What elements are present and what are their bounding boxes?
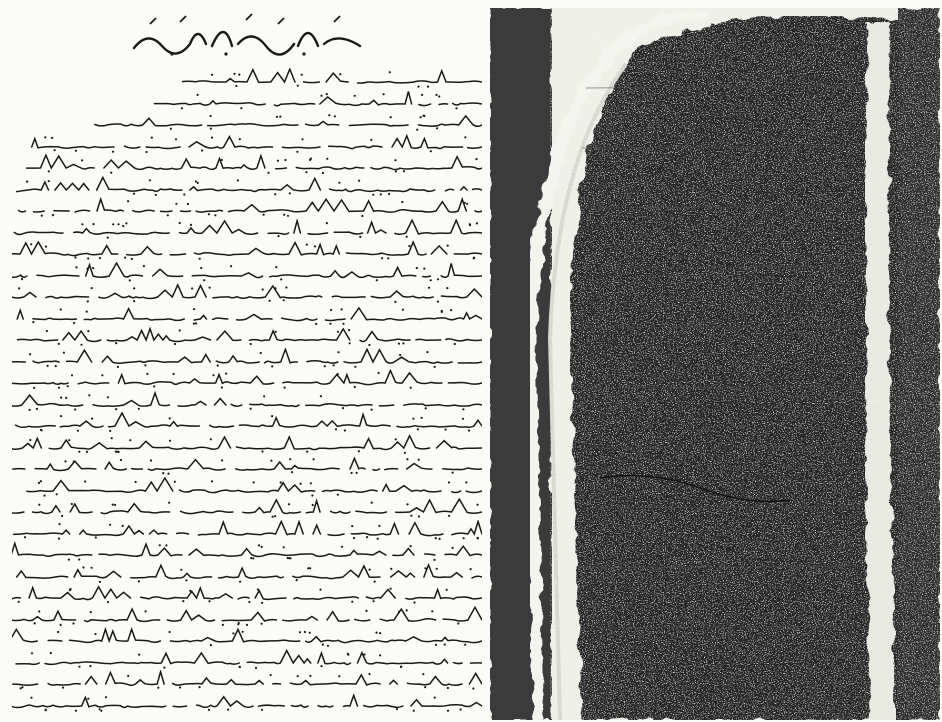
handwritten-line — [12, 649, 482, 667]
script-strokes — [12, 326, 482, 346]
manuscript-transcription — [8, 4, 486, 716]
handwritten-line — [16, 197, 482, 215]
script-strokes — [12, 563, 482, 583]
handwritten-line — [12, 219, 482, 237]
script-strokes — [12, 348, 482, 368]
inscription-stone-photo — [490, 8, 940, 720]
handwritten-line — [28, 133, 482, 151]
script-strokes — [182, 68, 482, 88]
handwritten-line — [12, 627, 482, 645]
handwritten-line — [12, 670, 482, 688]
script-strokes — [12, 477, 482, 497]
script-strokes — [28, 133, 482, 153]
handwritten-line — [16, 176, 482, 194]
handwritten-line — [12, 606, 482, 624]
handwritten-line — [12, 455, 482, 473]
script-strokes — [16, 197, 482, 217]
script-strokes — [12, 670, 482, 690]
handwritten-line — [92, 111, 482, 129]
script-strokes — [92, 111, 482, 131]
script-strokes — [12, 262, 482, 282]
script-strokes — [12, 692, 482, 712]
script-strokes — [152, 90, 482, 110]
handwritten-text-block — [8, 68, 486, 716]
basmala-calligraphy — [128, 10, 368, 60]
handwritten-line — [152, 90, 482, 108]
handwritten-line — [182, 68, 482, 86]
script-strokes — [12, 283, 482, 303]
script-strokes — [12, 219, 482, 239]
handwritten-line — [12, 305, 482, 323]
handwritten-line — [12, 348, 482, 366]
handwritten-line — [12, 434, 482, 452]
handwritten-line — [12, 520, 482, 538]
handwritten-line — [26, 154, 482, 172]
handwritten-line — [12, 326, 482, 344]
handwritten-line — [12, 584, 482, 602]
script-strokes — [12, 434, 482, 454]
handwritten-line — [12, 412, 482, 430]
script-strokes — [12, 584, 482, 604]
handwritten-line — [12, 563, 482, 581]
stone-image — [490, 8, 940, 720]
handwritten-line — [12, 240, 482, 258]
script-strokes — [26, 154, 482, 174]
script-strokes — [12, 305, 482, 325]
handwritten-line — [12, 477, 482, 495]
handwritten-line — [12, 498, 482, 516]
handwritten-line — [12, 692, 482, 710]
script-strokes — [12, 455, 482, 475]
handwritten-line — [12, 262, 482, 280]
handwritten-line — [12, 369, 482, 387]
script-strokes — [12, 541, 482, 561]
script-strokes — [12, 498, 482, 518]
script-strokes — [12, 649, 482, 669]
script-strokes — [12, 391, 482, 411]
script-strokes — [12, 627, 482, 647]
handwritten-line — [12, 391, 482, 409]
script-strokes — [12, 240, 482, 260]
script-strokes — [12, 606, 482, 626]
script-strokes — [12, 369, 482, 389]
script-strokes — [16, 176, 482, 196]
script-strokes — [12, 412, 482, 432]
handwritten-line — [12, 541, 482, 559]
script-strokes — [12, 520, 482, 540]
handwritten-line — [12, 283, 482, 301]
